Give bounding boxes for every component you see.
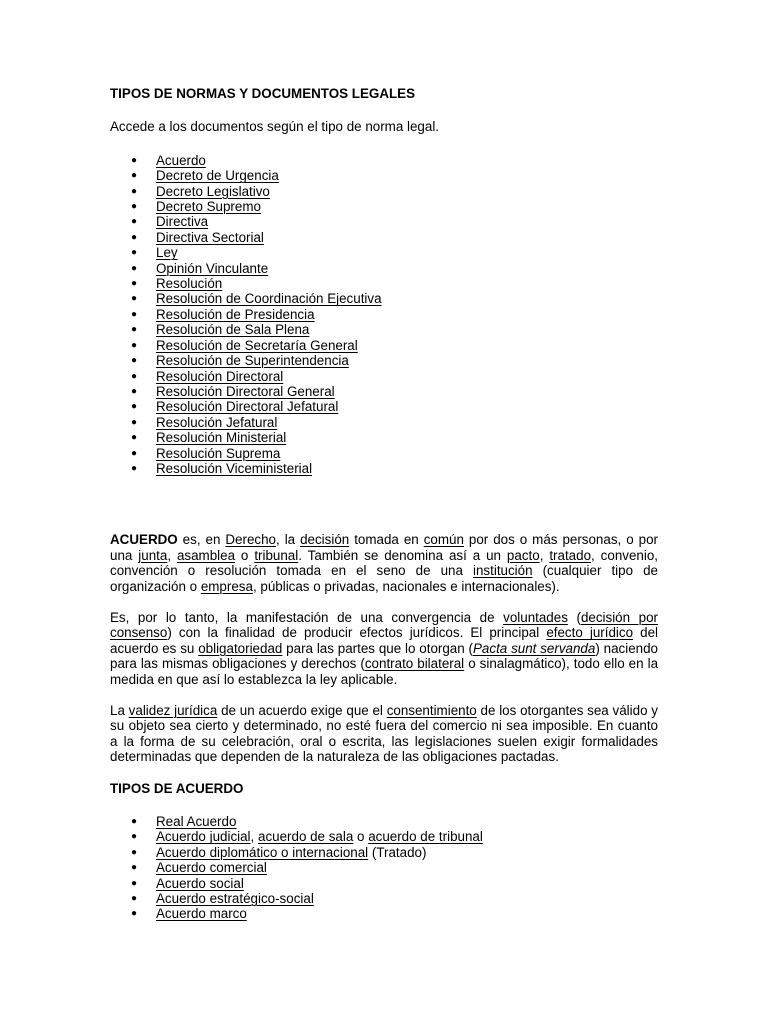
bullet-icon: ● bbox=[131, 877, 138, 889]
list-item bbox=[110, 891, 658, 906]
link-pacto[interactable]: pacto bbox=[506, 547, 540, 563]
link-acuerdo-estrategico-social[interactable]: Acuerdo estratégico-social bbox=[156, 891, 314, 907]
list-item bbox=[110, 291, 658, 306]
text-run: , bbox=[250, 829, 258, 845]
text-run: ) naciendo para las mismas obligaciones y derechos ( bbox=[110, 640, 658, 672]
bullet-icon: ● bbox=[131, 339, 138, 351]
bullet-icon: ● bbox=[131, 831, 138, 843]
norm-type-link-resolucion-de-sala-plena[interactable]: Resolución de Sala Plena bbox=[156, 322, 310, 338]
link-junta[interactable]: junta bbox=[138, 547, 168, 563]
list-item bbox=[110, 906, 658, 921]
bullet-icon: ● bbox=[131, 370, 138, 382]
list-item bbox=[110, 430, 658, 445]
list-item bbox=[110, 399, 658, 414]
link-institucion[interactable]: institución bbox=[473, 563, 533, 579]
bullet-icon: ● bbox=[131, 247, 138, 259]
list-item bbox=[110, 829, 658, 844]
link-comun[interactable]: común bbox=[423, 532, 464, 548]
link-tribunal[interactable]: tribunal bbox=[254, 547, 299, 563]
norm-type-link-resolucion-de-secretaria-general[interactable]: Resolución de Secretaría General bbox=[156, 337, 358, 353]
acuerdo-validity-paragraph bbox=[110, 703, 658, 765]
norm-type-link-resolucion-de-presidencia[interactable]: Resolución de Presidencia bbox=[156, 306, 315, 322]
list-item bbox=[110, 876, 658, 891]
norm-type-link-resolucion-directoral-jefatural[interactable]: Resolución Directoral Jefatural bbox=[156, 399, 339, 415]
acuerdo-definition-paragraph bbox=[110, 532, 658, 594]
link-decision[interactable]: decisión bbox=[300, 532, 350, 548]
text-run: La bbox=[110, 703, 129, 718]
intro-text: Accede a los documentos según el tipo de norma legal. bbox=[110, 119, 440, 135]
norm-type-link-directiva-sectorial[interactable]: Directiva Sectorial bbox=[156, 229, 264, 245]
list-item bbox=[110, 245, 658, 260]
norm-types-list bbox=[110, 153, 658, 477]
norm-type-link-resolucion-de-superintendencia[interactable]: Resolución de Superintendencia bbox=[156, 353, 349, 369]
text-run: es, en bbox=[177, 532, 226, 548]
list-item bbox=[110, 338, 658, 353]
link-decision-por-consenso[interactable]: decisión por consenso bbox=[110, 609, 658, 641]
link-tratado[interactable]: tratado bbox=[549, 547, 592, 563]
list-item bbox=[110, 153, 658, 168]
text-run: (Tratado) bbox=[368, 844, 427, 860]
bullet-icon: ● bbox=[131, 185, 138, 197]
acuerdo-types-title: TIPOS DE ACUERDO bbox=[110, 780, 244, 796]
norm-type-link-ley[interactable]: Ley bbox=[156, 245, 178, 261]
acuerdo-effects-paragraph bbox=[110, 610, 658, 687]
bullet-icon: ● bbox=[131, 846, 138, 858]
text-run: o bbox=[235, 547, 255, 563]
link-validez-juridica[interactable]: validez jurídica bbox=[128, 703, 218, 718]
text-run: , bbox=[539, 547, 550, 563]
list-item bbox=[110, 845, 658, 860]
text-run: Es, por lo tanto, la manifestación de una convergencia de bbox=[110, 609, 504, 625]
list-item bbox=[110, 322, 658, 337]
bullet-icon: ● bbox=[131, 308, 138, 320]
list-item bbox=[110, 261, 658, 276]
list-item bbox=[110, 461, 658, 476]
text-run: . También se denomina así a un bbox=[298, 547, 507, 563]
list-item bbox=[110, 199, 658, 214]
link-contrato-bilateral[interactable]: contrato bilateral bbox=[364, 656, 465, 672]
link-voluntades[interactable]: voluntades bbox=[503, 609, 568, 625]
text-run: para las partes que lo otorgan ( bbox=[282, 640, 473, 656]
text-run: , la bbox=[276, 532, 301, 548]
bullet-icon: ● bbox=[131, 893, 138, 905]
list-item bbox=[110, 230, 658, 245]
list-item bbox=[110, 184, 658, 199]
link-acuerdo-marco[interactable]: Acuerdo marco bbox=[156, 906, 247, 922]
bullet-icon: ● bbox=[131, 462, 138, 474]
link-asamblea[interactable]: asamblea bbox=[176, 547, 236, 563]
text-run: , convenio, convención o resolución tomada en el seno de una bbox=[110, 547, 658, 579]
list-item bbox=[110, 814, 658, 829]
norm-type-link-resolucion-de-coordinacion-ejecutiva[interactable]: Resolución de Coordinación Ejecutiva bbox=[156, 291, 382, 307]
norm-type-link-decreto-supremo[interactable]: Decreto Supremo bbox=[156, 199, 261, 215]
term-acuerdo: ACUERDO bbox=[110, 532, 178, 548]
text-run: ) con la finalidad de producir efectos jurídicos. El principal bbox=[167, 625, 547, 641]
norm-type-link-resolucion-directoral-general[interactable]: Resolución Directoral General bbox=[156, 383, 335, 399]
list-item bbox=[110, 168, 658, 183]
list-item bbox=[110, 353, 658, 368]
bullet-icon: ● bbox=[131, 401, 138, 413]
link-acuerdo-social[interactable]: Acuerdo social bbox=[156, 875, 244, 891]
norm-type-link-resolucion-viceministerial[interactable]: Resolución Viceministerial bbox=[156, 460, 313, 476]
bullet-icon: ● bbox=[131, 262, 138, 274]
text-run: o bbox=[353, 829, 369, 845]
link-empresa[interactable]: empresa bbox=[200, 578, 253, 594]
list-item bbox=[110, 276, 658, 291]
bullet-icon: ● bbox=[131, 278, 138, 290]
text-run: del acuerdo es su bbox=[110, 625, 658, 656]
acuerdo-types-list bbox=[110, 814, 658, 922]
text-run: o sinalagmático), todo ello en la medida en que así lo establezca la ley aplicable. bbox=[110, 656, 659, 687]
bullet-icon: ● bbox=[131, 908, 138, 920]
list-item bbox=[110, 307, 658, 322]
list-item bbox=[110, 415, 658, 430]
bullet-icon: ● bbox=[131, 293, 138, 305]
norm-type-link-acuerdo[interactable]: Acuerdo bbox=[156, 152, 206, 168]
bullet-icon: ● bbox=[131, 862, 138, 874]
norm-type-link-resolucion-ministerial[interactable]: Resolución Ministerial bbox=[156, 430, 287, 446]
text-run: de los otorgantes sea válido y su objeto sea cierto y determinado, no esté fuera del comercio ni sea imposible. En cuanto a la forma de su celebración, oral o escrita, las legislaciones suelen exigir formalidades determinadas que dependen de la naturaleza de las obligaciones pactadas. bbox=[110, 703, 658, 765]
bullet-icon: ● bbox=[131, 324, 138, 336]
link-acuerdo-comercial[interactable]: Acuerdo comercial bbox=[156, 860, 267, 876]
list-item bbox=[110, 214, 658, 229]
text-run: (cualquier tipo de organización o bbox=[110, 563, 658, 594]
norm-type-link-resolucion-suprema[interactable]: Resolución Suprema bbox=[156, 445, 281, 461]
bullet-icon: ● bbox=[131, 201, 138, 213]
norm-type-link-directiva[interactable]: Directiva bbox=[156, 214, 209, 230]
text-run: por dos o más personas, o por una bbox=[110, 532, 658, 563]
text-run: , bbox=[167, 547, 177, 563]
bullet-icon: ● bbox=[131, 416, 138, 428]
link-pacta-sunt-servanda[interactable]: Pacta sunt servanda bbox=[473, 640, 596, 656]
text-run: de un acuerdo exige que el bbox=[217, 703, 387, 718]
norm-type-link-resolucion-jefatural[interactable]: Resolución Jefatural bbox=[156, 414, 278, 430]
norm-type-link-opinion-vinculante[interactable]: Opinión Vinculante bbox=[156, 260, 269, 276]
text-run: ( bbox=[567, 609, 581, 625]
bullet-icon: ● bbox=[131, 385, 138, 397]
link-efecto-juridico[interactable]: efecto jurídico bbox=[546, 625, 634, 641]
bullet-icon: ● bbox=[131, 170, 138, 182]
norm-type-link-resolucion[interactable]: Resolución bbox=[156, 276, 223, 292]
list-item bbox=[110, 446, 658, 461]
link-consentimiento[interactable]: consentimiento bbox=[386, 703, 477, 718]
text-run: tomada en bbox=[349, 532, 424, 548]
link-derecho[interactable]: Derecho bbox=[225, 532, 276, 548]
link-obligatoriedad[interactable]: obligatoriedad bbox=[198, 640, 283, 656]
bullet-icon: ● bbox=[131, 432, 138, 444]
bullet-icon: ● bbox=[131, 216, 138, 228]
norm-type-link-decreto-de-urgencia[interactable]: Decreto de Urgencia bbox=[156, 168, 279, 184]
list-item bbox=[110, 384, 658, 399]
norm-type-link-resolucion-directoral[interactable]: Resolución Directoral bbox=[156, 368, 284, 384]
link-acuerdo-de-sala[interactable]: acuerdo de sala bbox=[258, 829, 354, 845]
link-acuerdo-judicial[interactable]: Acuerdo judicial bbox=[156, 829, 251, 845]
list-item bbox=[110, 369, 658, 384]
bullet-icon: ● bbox=[131, 447, 138, 459]
list-item bbox=[110, 860, 658, 875]
bullet-icon: ● bbox=[131, 355, 138, 367]
bullet-icon: ● bbox=[131, 816, 138, 828]
bullet-icon: ● bbox=[131, 231, 138, 243]
bullet-icon: ● bbox=[131, 154, 138, 166]
link-real-acuerdo[interactable]: Real Acuerdo bbox=[156, 814, 237, 830]
norm-type-link-decreto-legislativo[interactable]: Decreto Legislativo bbox=[156, 183, 270, 199]
link-acuerdo-diplomatico-o-internacional[interactable]: Acuerdo diplomático o internacional bbox=[156, 844, 369, 860]
link-acuerdo-de-tribunal[interactable]: acuerdo de tribunal bbox=[368, 829, 483, 845]
document-title: TIPOS DE NORMAS Y DOCUMENTOS LEGALES bbox=[110, 86, 416, 101]
text-run: , públicas o privadas, nacionales e internacionales). bbox=[252, 578, 560, 594]
